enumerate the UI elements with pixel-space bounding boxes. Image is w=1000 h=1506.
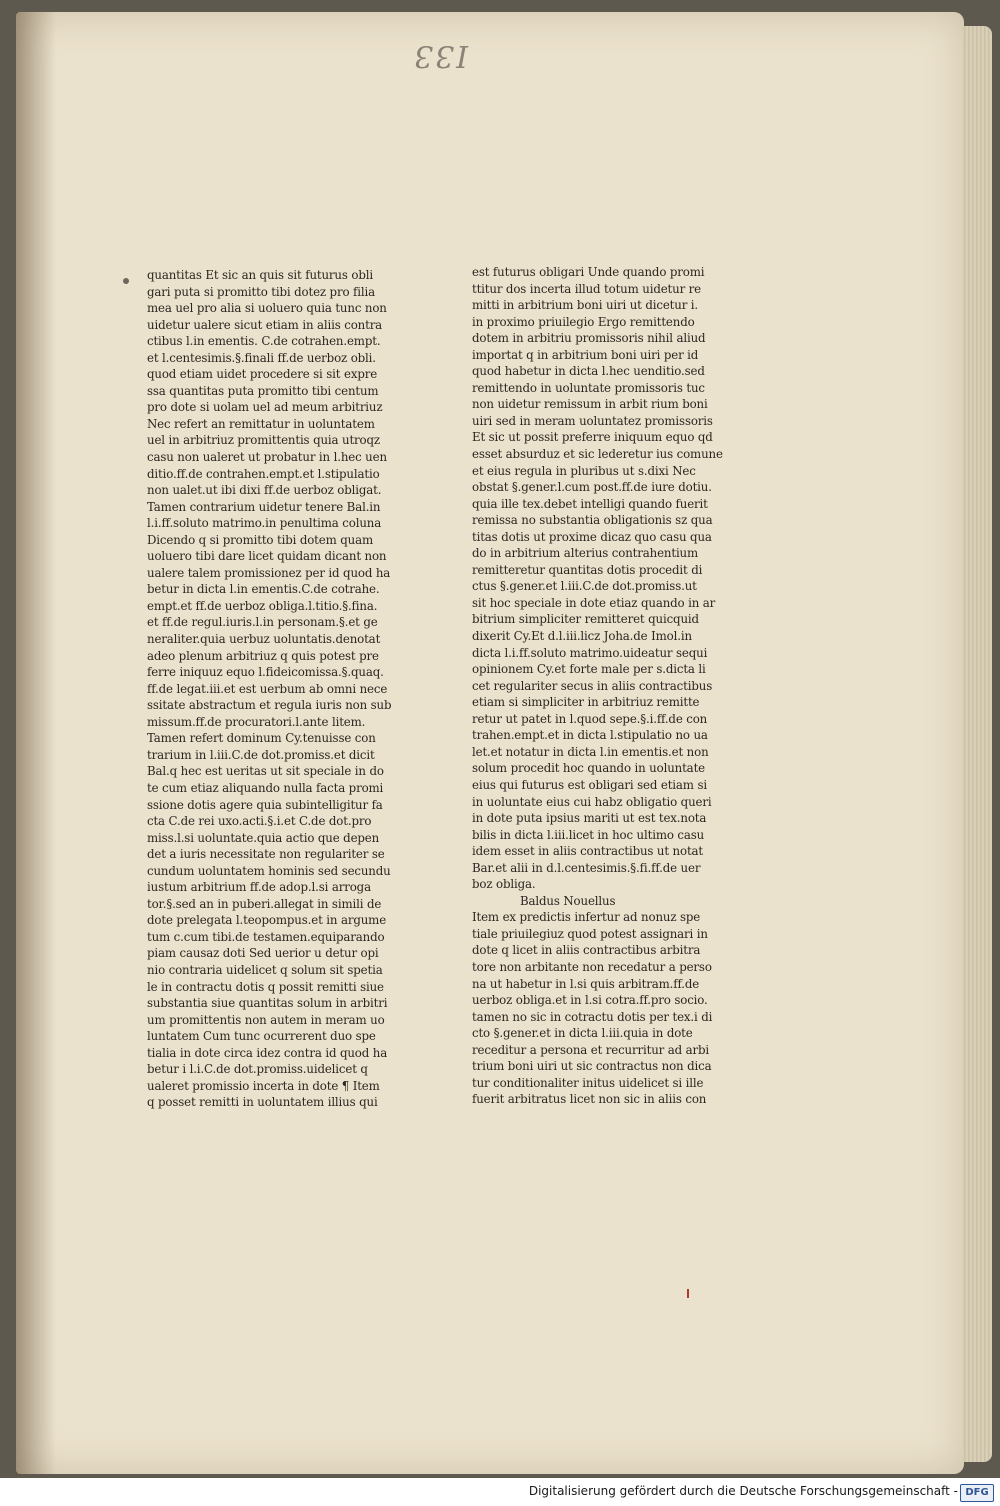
text-line: tur conditionaliter initus uidelicet si ille bbox=[472, 1075, 704, 1090]
text-line: tiale priuilegiuz quod potest assignari in bbox=[472, 926, 708, 941]
text-line: bilis in dicta l.iii.licet in hoc ultimo casu bbox=[472, 827, 705, 842]
text-line: et eius regula in pluribus ut s.dixi Nec bbox=[472, 463, 696, 478]
text-line: dote prelegata l.teopompus.et in argume bbox=[147, 913, 387, 928]
text-line: obstat §.gener.l.cum post.ff.de iure dotiu. bbox=[472, 480, 712, 495]
text-line: l.i.ff.soluto matrimo.in penultima coluna bbox=[147, 516, 382, 531]
marginal-mark bbox=[123, 278, 129, 284]
text-line: importat q in arbitrium boni uiri per id bbox=[472, 347, 699, 362]
text-line: Tamen refert dominum Cy.tenuisse con bbox=[147, 731, 376, 746]
text-line: etiam si simpliciter in arbitriuz remitte bbox=[472, 695, 700, 710]
left-text-column bbox=[147, 267, 392, 1111]
text-line: ssa quantitas puta promitto tibi centum bbox=[147, 383, 379, 398]
text-line: Nec refert an remittatur in uoluntatem bbox=[147, 416, 375, 431]
text-line: ssitate abstractum et regula iuris non sub bbox=[147, 698, 392, 713]
text-line: boz obliga. bbox=[472, 877, 536, 892]
text-line: gari puta si promitto tibi dotez pro filia bbox=[147, 284, 375, 299]
text-line: remittendo in uoluntate promissoris tuc bbox=[472, 380, 705, 395]
text-line: in uoluntate eius cui habz obligatio queri bbox=[472, 794, 712, 809]
text-line: cundum uoluntatem hominis sed secundu bbox=[147, 863, 391, 878]
text-line: te cum etiaz aliquando nulla facta promi bbox=[147, 780, 384, 795]
text-line: dicta l.i.ff.soluto matrimo.uideatur sequi bbox=[472, 645, 708, 660]
text-line: quia ille tex.debet intelligi quando fuerit bbox=[472, 496, 708, 511]
text-line: ttitur dos incerta illud totum uidetur re bbox=[472, 281, 701, 296]
text-line: dote q licet in aliis contractibus arbitra bbox=[472, 943, 701, 958]
dfg-logo-icon: DFG bbox=[960, 1484, 994, 1502]
text-line: miss.l.si uoluntate.quia actio que depen bbox=[147, 830, 380, 845]
text-line: mitti in arbitrium boni uiri ut dicetur i. bbox=[472, 298, 699, 313]
text-line: sit hoc speciale in dote etiaz quando in ar bbox=[472, 595, 716, 610]
text-line: ditio.ff.de contrahen.empt.et l.stipulatio bbox=[147, 466, 380, 481]
text-line: Item ex predictis infertur ad nonuz spe bbox=[472, 910, 701, 925]
text-line: trahen.empt.et in dicta l.stipulatio no ua bbox=[472, 728, 708, 743]
text-line: Et sic ut possit preferre iniquum equo qd bbox=[472, 430, 713, 445]
text-line: bitrium simpliciter remitteret quicquid bbox=[472, 612, 699, 627]
text-line: in dote puta ipsius mariti ut est tex.nota bbox=[472, 811, 707, 826]
text-line: tamen no sic in cotractu dotis per tex.i di bbox=[472, 1009, 713, 1024]
digitization-footer bbox=[0, 1478, 1000, 1506]
text-line: eius qui futurus est obligari sed etiam si bbox=[472, 777, 707, 792]
text-line: Bal.q hec est ueritas ut sit speciale in do bbox=[147, 764, 384, 779]
page-edges bbox=[962, 26, 992, 1462]
right-text-column bbox=[472, 264, 723, 1108]
text-line: uel in arbitriuz promittentis quia utroqz bbox=[147, 433, 380, 448]
page-gutter-shadow bbox=[16, 12, 56, 1474]
text-line: det a iuris necessitate non regulariter se bbox=[147, 847, 385, 862]
text-line: remitteretur quantitas dotis procedit di bbox=[472, 562, 703, 577]
text-line: trium boni uiri ut sic contractus non dica bbox=[472, 1059, 712, 1074]
text-line: le in contractu dotis q possit remitti siue bbox=[147, 979, 384, 994]
red-ink-mark bbox=[687, 1289, 689, 1298]
text-line: retur ut patet in l.quod sepe.§.i.ff.de con bbox=[472, 711, 708, 726]
text-line: nio contraria uidelicet q solum sit spetia bbox=[147, 962, 383, 977]
text-line: ssione dotis agere quia subintelligitur fa bbox=[147, 797, 383, 812]
text-line: na ut habetur in l.si quis arbitram.ff.de bbox=[472, 976, 700, 991]
text-line: luntatem Cum tunc ocurrerent duo spe bbox=[147, 1029, 376, 1044]
text-line: ff.de legat.iii.et est uerbum ab omni nece bbox=[147, 681, 388, 696]
text-line: Tamen contrarium uidetur tenere Bal.in bbox=[147, 499, 381, 514]
text-line: non ualet.ut ibi dixi ff.de uerboz obligat. bbox=[147, 483, 382, 498]
footer-credit: Digitalisierung gefördert durch die Deutsche Forschungsgemeinschaft - bbox=[528, 1484, 958, 1498]
text-line: dixerit Cy.Et d.l.iii.licz Joha.de Imol.in bbox=[472, 629, 692, 644]
text-line: cto §.gener.et in dicta l.iii.quia in dote bbox=[472, 1026, 693, 1041]
text-line: cet regulariter secus in aliis contractibus bbox=[472, 678, 713, 693]
text-line: tor.§.sed an in puberi.allegat in simili de bbox=[147, 896, 382, 911]
text-line: empt.et ff.de uerboz obliga.l.titio.§.fina. bbox=[147, 598, 378, 613]
text-line: titas dotis ut proxime dicaz quo casu qua bbox=[472, 529, 712, 544]
text-line: Dicendo q si promitto tibi dotem quam bbox=[147, 532, 374, 547]
text-line: et l.centesimis.§.finali ff.de uerboz obli. bbox=[147, 350, 376, 365]
text-line: ualeret promissio incerta in dote ¶ Item bbox=[147, 1078, 380, 1093]
text-line: ferre iniquuz equo l.fideicomissa.§.quaq. bbox=[147, 665, 384, 680]
text-line: piam causaz doti Sed uerior u detur opi bbox=[147, 946, 379, 961]
text-line: quantitas Et sic an quis sit futurus obli bbox=[147, 268, 373, 282]
text-line: tore non arbitante non recedatur a perso bbox=[472, 959, 712, 974]
text-line: neraliter.quia uerbuz uoluntatis.denotat bbox=[147, 632, 381, 647]
text-line: quod etiam uidet procedere si sit expre bbox=[147, 367, 378, 382]
text-line: substantia siue quantitas solum in arbitri bbox=[147, 996, 388, 1011]
text-line: ctus §.gener.et l.iii.C.de dot.promiss.ut bbox=[472, 579, 697, 594]
text-line: esset absurduz et sic lederetur ius comune bbox=[472, 447, 723, 462]
folio-number: I33 bbox=[412, 38, 469, 73]
text-line: tialia in dote circa idez contra id quod ha bbox=[147, 1045, 388, 1060]
text-line: pro dote si uolam uel ad meum arbitriuz bbox=[147, 400, 383, 415]
text-line: mea uel pro alia si uoluero quia tunc non bbox=[147, 301, 387, 316]
text-line: uiri sed in meram uoluntatez promissoris bbox=[472, 413, 713, 428]
text-line: um promittentis non autem in meram uo bbox=[147, 1012, 385, 1027]
text-line: fuerit arbitratus licet non sic in aliis con bbox=[472, 1092, 707, 1107]
text-line: betur i l.i.C.de dot.promiss.uidelicet q bbox=[147, 1062, 368, 1077]
text-line: et ff.de regul.iuris.l.in personam.§.et ge bbox=[147, 615, 378, 630]
text-line: let.et notatur in dicta l.in ementis.et non bbox=[472, 744, 709, 759]
text-line: tum c.cum tibi.de testamen.equiparando bbox=[147, 929, 385, 944]
text-line: uoluero tibi dare licet quidam dicant non bbox=[147, 549, 387, 564]
text-line: ctibus l.in ementis. C.de cotrahen.empt. bbox=[147, 334, 381, 349]
text-line: missum.ff.de procuratori.l.ante litem. bbox=[147, 714, 366, 729]
text-line: quod habetur in dicta l.hec uenditio.sed bbox=[472, 364, 705, 379]
text-line: adeo plenum arbitriuz q quis potest pre bbox=[147, 648, 379, 663]
text-line: uidetur ualere sicut etiam in aliis contra bbox=[147, 317, 383, 332]
text-line: ualere talem promissionez per id quod ha bbox=[147, 565, 391, 580]
text-line: dotem in arbitriu promissoris nihil aliud bbox=[472, 331, 706, 346]
text-line: solum procedit hoc quando in uoluntate bbox=[472, 761, 705, 776]
text-line: uerboz obliga.et in l.si cotra.ff.pro socio. bbox=[472, 993, 708, 1008]
text-line: non uidetur remissum in arbit rium boni bbox=[472, 397, 708, 412]
text-line: betur in dicta l.in ementis.C.de cotrahe. bbox=[147, 582, 380, 597]
text-line: Bar.et alii in d.l.centesimis.§.fi.ff.de uer bbox=[472, 860, 701, 875]
text-line: receditur a persona et recurritur ad arbi bbox=[472, 1042, 710, 1057]
text-line: do in arbitrium alterius contrahentium bbox=[472, 546, 699, 561]
text-line: iustum arbitrium ff.de adop.l.si arroga bbox=[147, 880, 371, 895]
text-line: q posset remitti in uoluntatem illius qui bbox=[147, 1095, 378, 1110]
text-line: in proximo priuilegio Ergo remittendo bbox=[472, 314, 695, 329]
section-heading: Baldus Nouellus bbox=[520, 893, 616, 908]
text-line: trarium in l.iii.C.de dot.promiss.et dicit bbox=[147, 747, 375, 762]
text-line: casu non ualeret ut probatur in l.hec uen bbox=[147, 450, 387, 465]
text-line: est futurus obligari Unde quando promi bbox=[472, 265, 705, 279]
text-line: remissa no substantia obligationis sz qua bbox=[472, 513, 713, 528]
text-line: cta C.de rei uxo.acti.§.i.et C.de dot.pro bbox=[147, 814, 372, 829]
text-line: idem esset in aliis contractibus ut notat bbox=[472, 844, 704, 859]
text-line: opinionem Cy.et forte male per s.dicta li bbox=[472, 662, 706, 677]
